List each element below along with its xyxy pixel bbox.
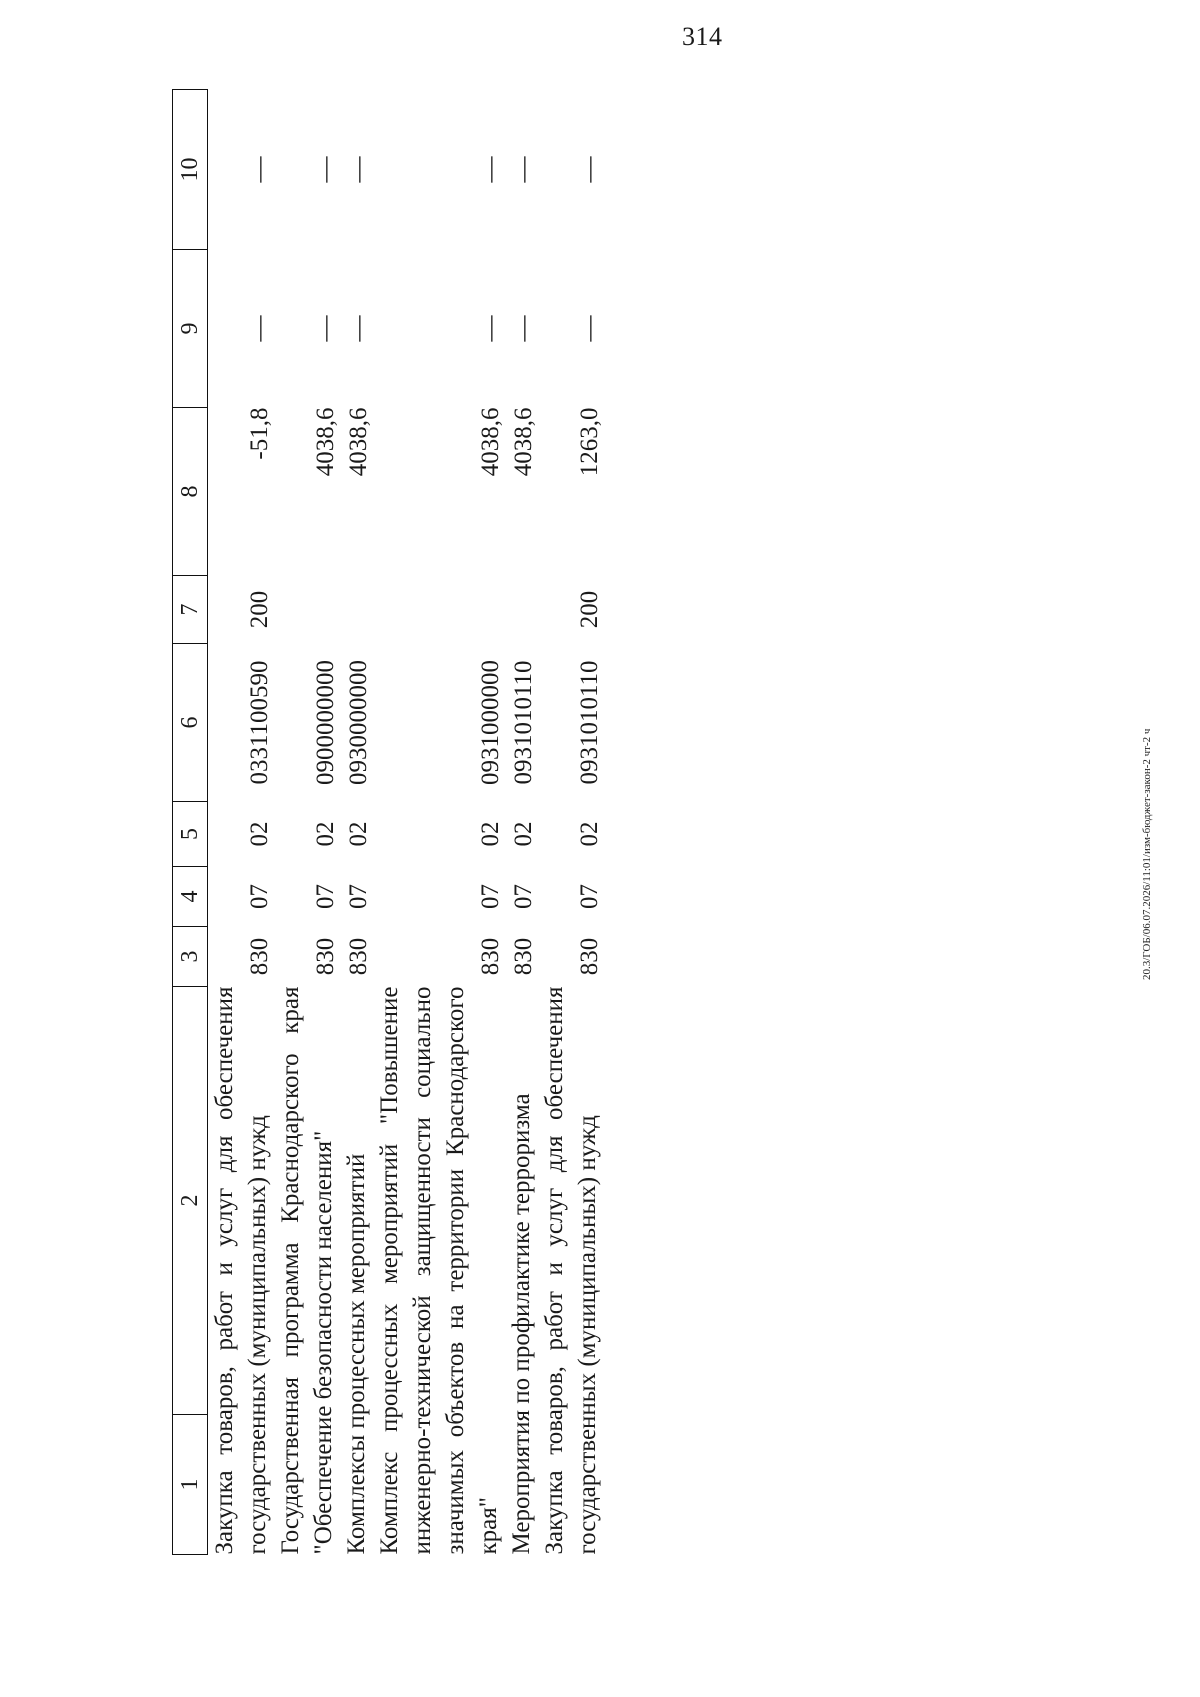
column-header-9: 9 xyxy=(173,250,208,408)
table-row xyxy=(274,90,340,1555)
ministry-code: 830 xyxy=(312,937,339,976)
ministry-code: 830 xyxy=(576,937,603,976)
column-9-dash: — xyxy=(508,315,537,342)
target-article-code: 0900000000 xyxy=(312,660,339,785)
section-code: 07 xyxy=(477,884,504,909)
subsection-code: 02 xyxy=(345,821,372,847)
subsection-code: 02 xyxy=(576,821,603,847)
column-header-10: 10 xyxy=(173,90,208,250)
table-row xyxy=(373,90,505,1555)
expense-name: Комплекс процессных мероприятий "Повышение инженерно-технической защищенности социально значимых объектов на территории Краснодарского края" xyxy=(376,986,502,1555)
rotated-table-sheet xyxy=(172,90,1032,1555)
section-code: 07 xyxy=(312,884,339,909)
column-10-dash: — xyxy=(574,156,603,183)
expense-type-code xyxy=(340,576,373,644)
column-header-6: 6 xyxy=(173,644,208,802)
budget-table xyxy=(172,89,604,1555)
table-row xyxy=(505,90,538,1555)
column-10-dash: — xyxy=(475,156,504,183)
target-article-code: 0331100590 xyxy=(246,660,273,785)
column-header-8: 8 xyxy=(173,408,208,576)
column-header-1: 1 xyxy=(173,1415,208,1555)
ministry-code: 830 xyxy=(477,937,504,976)
subsection-code: 02 xyxy=(510,821,537,847)
column-10-dash: — xyxy=(310,156,339,183)
amount-value: 4038,6 xyxy=(312,407,339,477)
table-row xyxy=(340,90,373,1555)
expense-type-code xyxy=(373,576,505,644)
expense-type-code: 200 xyxy=(576,590,603,629)
column-9-dash: — xyxy=(244,315,273,342)
expense-name: Комплексы процессных мероприятий xyxy=(343,1153,370,1555)
expense-name: Закупка товаров, работ и услуг для обеспечения государственных (муниципальных) нужд xyxy=(541,986,601,1555)
expense-name: Мероприятия по профилактике терроризма xyxy=(508,1093,535,1555)
section-code: 07 xyxy=(576,884,603,909)
column-9-dash: — xyxy=(343,315,372,342)
target-article-code: 0931010110 xyxy=(576,660,603,785)
expense-name: Государственная программа Краснодарского края "Обеспечение безопасности населения" xyxy=(277,986,337,1555)
ministry-code: 830 xyxy=(345,937,372,976)
amount-value: 1263,0 xyxy=(576,407,603,477)
column-header-2: 2 xyxy=(173,987,208,1415)
subsection-code: 02 xyxy=(246,821,273,847)
column-9-dash: — xyxy=(475,315,504,342)
ministry-code: 830 xyxy=(246,937,273,976)
column-header-4: 4 xyxy=(173,867,208,927)
target-article-code: 0931000000 xyxy=(477,660,504,785)
column-header-3: 3 xyxy=(173,927,208,987)
target-article-code: 0930000000 xyxy=(345,660,372,785)
expense-type-code xyxy=(505,576,538,644)
amount-value: -51,8 xyxy=(246,407,273,460)
section-code: 07 xyxy=(345,884,372,909)
column-header-5: 5 xyxy=(173,802,208,867)
column-10-dash: — xyxy=(508,156,537,183)
ministry-code: 830 xyxy=(510,937,537,976)
expense-type-code: 200 xyxy=(246,590,273,629)
document-footer-code: 20.3/ГОБ/06.07.2026/11:01/изм-бюджет-закон-2 чт-2 ч xyxy=(1141,728,1153,980)
amount-value: 4038,6 xyxy=(477,407,504,477)
subsection-code: 02 xyxy=(477,821,504,847)
column-number-header-row xyxy=(173,90,208,1555)
expense-name: Закупка товаров, работ и услуг для обеспечения государственных (муниципальных) нужд xyxy=(211,986,271,1555)
column-10-dash: — xyxy=(343,156,372,183)
amount-value: 4038,6 xyxy=(345,407,372,477)
column-header-7: 7 xyxy=(173,576,208,644)
target-article-code: 0931010110 xyxy=(510,660,537,785)
column-9-dash: — xyxy=(310,315,339,342)
expense-type-code xyxy=(274,576,340,644)
table-row xyxy=(208,90,275,1555)
page-number: 314 xyxy=(682,22,723,51)
section-code: 07 xyxy=(510,884,537,909)
column-10-dash: — xyxy=(244,156,273,183)
subsection-code: 02 xyxy=(312,821,339,847)
table-row xyxy=(538,90,604,1555)
amount-value: 4038,6 xyxy=(510,407,537,477)
column-9-dash: — xyxy=(574,315,603,342)
section-code: 07 xyxy=(246,884,273,909)
